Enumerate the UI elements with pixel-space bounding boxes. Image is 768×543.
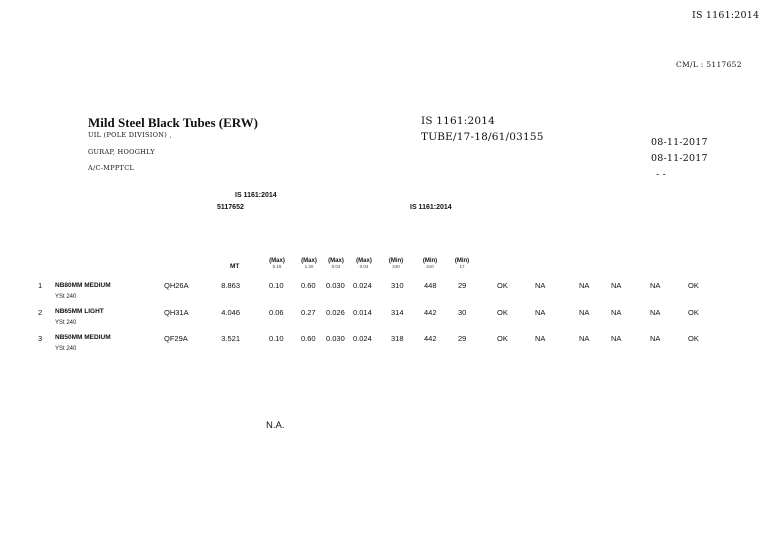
col-header-el-limit: 17 <box>459 264 465 269</box>
col-header-el-unit: (Min) <box>454 258 470 264</box>
row-s: 0.026 <box>326 308 345 317</box>
col-header-c-limit: 0.16 <box>272 264 282 269</box>
row-test-4: NA <box>611 281 622 290</box>
col-header-p-limit: 0.04 <box>359 264 369 269</box>
cml-number: CM/L : 5117652 <box>676 60 742 69</box>
row-serial: 3 <box>38 334 43 343</box>
row-c: 0.10 <box>269 334 284 343</box>
row-c: 0.06 <box>269 308 284 317</box>
col-header-mn-unit: (Max) <box>301 258 317 264</box>
row-test-3: NA <box>579 281 590 290</box>
row-test-2: NA <box>535 334 546 343</box>
row-grade: YSt 240 <box>55 346 77 352</box>
row-test-2: NA <box>535 281 546 290</box>
col-header-ys-limit: 240 <box>392 264 400 269</box>
row-test-4: NA <box>611 334 622 343</box>
row-ys: 318 <box>391 334 404 343</box>
sub-standard-2: IS 1161:2014 <box>410 204 452 211</box>
top-standard: IS 1161:2014 <box>692 10 760 21</box>
col-header-mt: MT <box>230 263 240 270</box>
dash-mark: - - <box>656 169 667 180</box>
row-test-5: NA <box>650 281 661 290</box>
row-description: NB80MM MEDIUM <box>55 282 111 289</box>
col-header-s-unit: (Max) <box>328 258 344 264</box>
row-heat-no: QH26A <box>164 281 189 290</box>
row-serial: 2 <box>38 308 43 317</box>
row-description: NB50MM MEDIUM <box>55 334 111 341</box>
tube-reference: TUBE/17-18/61/03155 <box>421 131 544 143</box>
col-header-ys-unit: (Min) <box>388 258 404 264</box>
row-serial: 1 <box>38 281 43 290</box>
row-test-6: OK <box>688 308 699 317</box>
col-header-uts-limit: 410 <box>426 264 434 269</box>
row-test-6: OK <box>688 334 699 343</box>
row-heat-no: QH31A <box>164 308 189 317</box>
col-header-c-unit: (Max) <box>269 258 285 264</box>
row-c: 0.10 <box>269 281 284 290</box>
address-line: GURAP, HOOGHLY <box>88 148 156 156</box>
row-mt: 4.046 <box>221 308 240 317</box>
row-p: 0.024 <box>353 334 372 343</box>
row-ys: 310 <box>391 281 404 290</box>
row-grade: YSt 240 <box>55 320 77 326</box>
row-test-3: NA <box>579 334 590 343</box>
row-test-3: NA <box>579 308 590 317</box>
standard-mid: IS 1161:2014 <box>421 115 496 127</box>
row-uts: 442 <box>424 308 437 317</box>
row-mn: 0.27 <box>301 308 316 317</box>
row-description: NB65MM LIGHT <box>55 308 104 315</box>
row-el: 30 <box>458 308 467 317</box>
row-grade: YSt 240 <box>55 294 77 300</box>
col-header-uts-unit: (Min) <box>422 258 438 264</box>
col-header-p-unit: (Max) <box>356 258 372 264</box>
date-2: 08-11-2017 <box>651 153 708 164</box>
row-p: 0.014 <box>353 308 372 317</box>
row-test-5: NA <box>650 308 661 317</box>
row-test-2: NA <box>535 308 546 317</box>
col-header-s-limit: 0.04 <box>331 264 341 269</box>
row-mn: 0.60 <box>301 334 316 343</box>
company-line: UIL (POLE DIVISION) , <box>88 131 172 139</box>
row-test-1: OK <box>497 334 508 343</box>
row-el: 29 <box>458 281 467 290</box>
row-test-6: OK <box>688 281 699 290</box>
row-p: 0.024 <box>353 281 372 290</box>
row-test-5: NA <box>650 334 661 343</box>
document-title: Mild Steel Black Tubes (ERW) <box>88 115 259 130</box>
sub-cml: 5117652 <box>217 204 244 211</box>
office-line: A/C-MPPTCL <box>88 164 135 172</box>
row-mt: 8.863 <box>221 281 240 290</box>
row-ys: 314 <box>391 308 404 317</box>
row-test-4: NA <box>611 308 622 317</box>
row-uts: 442 <box>424 334 437 343</box>
row-mt: 3.521 <box>221 334 240 343</box>
row-s: 0.030 <box>326 334 345 343</box>
row-test-1: OK <box>497 281 508 290</box>
footer-na: N.A. <box>266 420 285 431</box>
row-uts: 448 <box>424 281 437 290</box>
sub-standard: IS 1161:2014 <box>235 192 277 199</box>
date-1: 08-11-2017 <box>651 137 708 148</box>
row-s: 0.030 <box>326 281 345 290</box>
row-test-1: OK <box>497 308 508 317</box>
col-header-mn-limit: 1.20 <box>304 264 314 269</box>
row-el: 29 <box>458 334 467 343</box>
row-heat-no: QF29A <box>164 334 188 343</box>
row-mn: 0.60 <box>301 281 316 290</box>
